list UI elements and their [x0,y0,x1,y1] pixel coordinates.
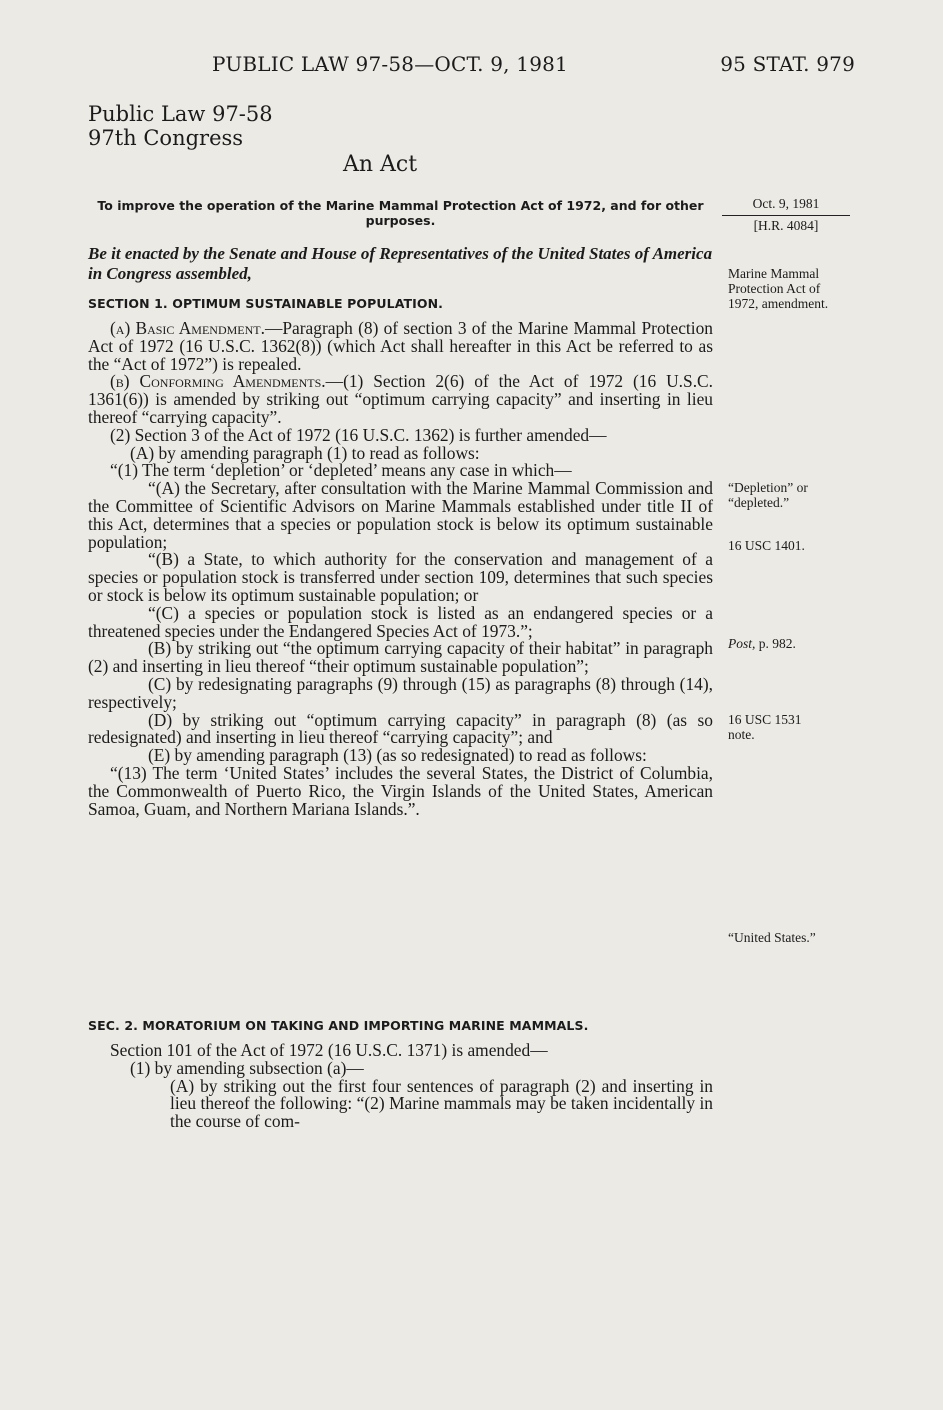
section-1-body [88,320,713,818]
congress-number: 97th Congress [88,126,244,150]
margin-note-16usc1531: 16 USC 1531 note. [728,712,802,742]
bill-number: [H.R. 4084] [753,218,819,233]
section-2-body [88,1042,713,1131]
definition-1A: “(A) the Secretary, after consultation with the Marine Mammal Commission and the Committee of Scientific Advisors on Marine Mammals established under title II of this Act, determines that a species or population stock is below its optimum sustainable population; [88,478,713,552]
subsection-a [88,320,713,373]
definition-1B: “(B) a State, to which authority for the conservation and management of a species or population stock is transferred under section 109, determines that such species or stock is below its optimum sustainable population; or [88,549,713,605]
section-2-heading: SEC. 2. MORATORIUM ON TAKING AND IMPORTING MARINE MAMMALS. [88,1018,589,1033]
clause-E: (E) by amending paragraph (13) (as so redesignated) to read as follows: [148,745,647,766]
clause-C: (C) by redesignating paragraphs (9) through (15) as paragraphs (8) through (14), respectively; [88,673,713,712]
enactment-date-box [722,196,850,234]
law-identification [88,102,273,150]
enacting-clause: Be it enacted by the Senate and House of Representatives of the United States of America in Congress assembled, [88,244,713,283]
margin-note-post [728,636,858,651]
section-1-heading: SECTION 1. OPTIMUM SUSTAINABLE POPULATION. [88,296,444,311]
statute-page-number: 95 STAT. 979 [720,52,855,76]
act-title: An Act [342,152,418,177]
subsection-b-text: —(1) Section 2(6) of the Act of 1972 (16 U.S.C. 1361(6)) is amended by striking out “optimum carrying capacity” and inserting in lieu thereof “carrying capacity”. [88,371,714,427]
margin-note-depletion: “Depletion” or “depleted.” [728,480,808,510]
definition-1C: “(C) a species or population stock is listed as an endangered species or a threatened species under the Endangered Species Act of 1973.”; [88,602,713,641]
subsection-a-text: —Paragraph (8) of section 3 of the Marine Mammal Protection Act of 1972 (16 U.S.C. 1362(8)) (which Act shall hereafter in this Act be referred to as the “Act of 1972”) is repealed. [88,318,713,374]
margin-note-16usc1401: 16 USC 1401. [728,538,805,553]
running-header: PUBLIC LAW 97-58—OCT. 9, 1981 [212,52,568,76]
date-rule [722,215,850,216]
enactment-date: Oct. 9, 1981 [752,196,820,211]
section-2-intro: Section 101 of the Act of 1972 (16 U.S.C. 1371) is amended— [110,1040,548,1060]
margin-note-united-states: “United States.” [728,930,816,945]
section-2-paragraph-1: (1) by amending subsection (a)— [130,1057,364,1078]
post-page: p. 982. [755,636,796,651]
post-italic: Post, [728,636,756,651]
definition-13: “(13) The term ‘United States’ includes the several States, the District of Columbia, the Commonwealth of Puerto Rico, the Virgin Islands of the United States, American Samoa, Guam, and Northern Mariana Islands.”. [88,762,713,819]
paragraph-2: (2) Section 3 of the Act of 1972 (16 U.S.C. 1362) is further amended— [110,424,607,445]
clause-D: (D) by striking out “optimum carrying capacity” in paragraph (8) (as so redesignated) and inserting in lieu thereof “carrying capacity”; and [88,709,713,748]
margin-note-act: Marine Mammal Protection Act of 1972, amendment. [728,266,829,311]
definition-1: “(1) The term ‘depletion’ or ‘depleted’ means any case in which— [110,460,572,481]
subsection-b [88,373,713,426]
section-2-clause-A: (A) by striking out the first four sentences of paragraph (2) and inserting in lieu thereof the following: “(2) Marine mammals may be taken incidentally in the course of com- [170,1075,713,1132]
clause-A: (A) by amending paragraph (1) to read as follows: [130,442,480,463]
subsection-b-label: (b) Conforming Amendments. [110,371,326,392]
clause-B: (B) by striking out “the optimum carrying capacity of their habitat” in paragraph (2) and inserting in lieu thereof “their optimum sustainable population”; [88,638,713,677]
act-purpose: To improve the operation of the Marine Mammal Protection Act of 1972, and for other purposes. [97,198,704,228]
subsection-a-label: (a) Basic Amendment. [110,318,265,338]
public-law-number: Public Law 97-58 [88,102,273,126]
